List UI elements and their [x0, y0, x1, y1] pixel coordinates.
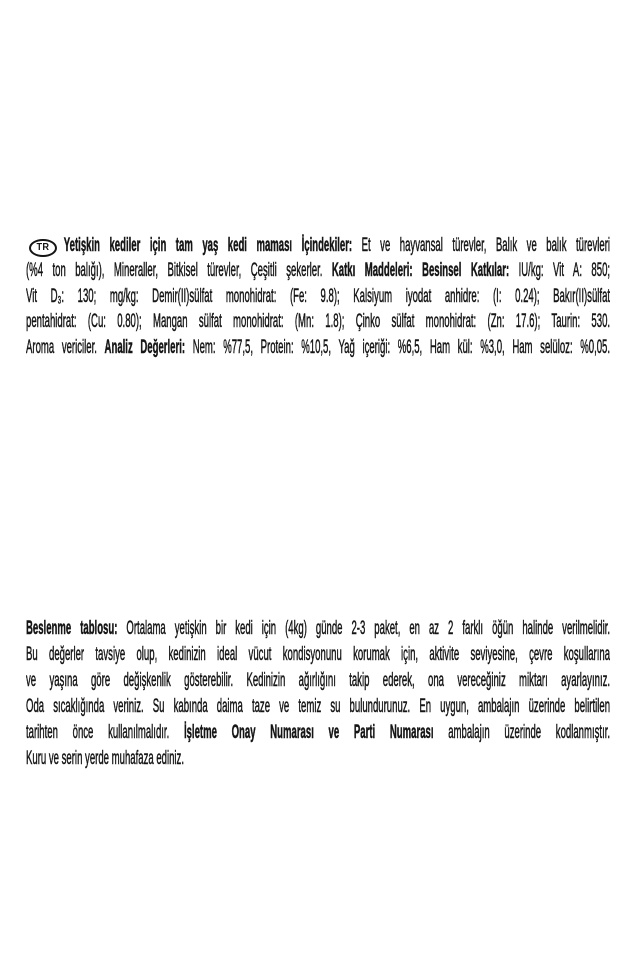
feeding-table-paragraph — [26, 615, 610, 771]
text-segment: Et ve hayvansal türevler, Balık ve balık türevleri — [352, 234, 611, 256]
text-line — [26, 667, 610, 693]
text-segment: Nem: %77,5, Protein: %10,5, Yağ içeriği: %6,5, Ham kül: %3,0, Ham selüloz: %0,05. — [185, 335, 611, 358]
text-segment: Bu değerler tavsiye olup, kedinizin ideal vücut kondisyonunu korumak için, aktivite seviyesine, çevre koşullarına — [26, 643, 611, 665]
text-segment: Kuru ve serin yerde muhafaza ediniz. — [26, 747, 184, 769]
bold-text-segment: Beslenme tablosu: — [26, 617, 118, 639]
text-line — [26, 719, 610, 745]
text-segment: ve yaşına göre değişkenlik gösterebilir. Kedinizin ağırlığını takip ederek, ona vereceğiniz miktarı ayarlayınız. — [26, 669, 611, 691]
text-line — [26, 615, 610, 641]
text-line — [26, 641, 610, 667]
text-segment: (%4 ton balığı), Mineraller, Bitkisel türevler, Çeşitli şekerler. — [26, 259, 332, 282]
ingredients-text — [26, 233, 610, 360]
feeding-text — [26, 615, 610, 771]
text-segment: IU/kg: Vit A: 850; — [509, 259, 611, 282]
bold-text-segment: Yetişkin kediler için tam yaş kedi maması İçindekiler: — [63, 234, 353, 256]
text-line — [26, 284, 610, 309]
text-line — [26, 335, 610, 360]
text-line — [26, 233, 610, 258]
text-line — [26, 309, 610, 334]
text-segment: Aroma vericiler. — [26, 335, 105, 358]
ingredients-paragraph — [26, 233, 610, 360]
bold-text-segment: İşletme Onay Numarası ve Parti Numarası — [183, 721, 434, 743]
text-segment: tarihten önce kullanılmalıdır. — [26, 721, 184, 743]
text-segment: ambalajın üzerinde kodlanmıştır. — [433, 721, 611, 743]
text-line — [26, 693, 610, 719]
tr-badge-label: TR — [36, 242, 50, 253]
bold-text-segment: Analiz Değerleri: — [104, 335, 186, 358]
text-segment: Vit D₃: 130; mg/kg: Demir(II)sülfat monohidrat: (Fe: 9.8); Kalsiyum iyodat anhidre: (I: 0.24); Bakır(II)sülfat — [26, 284, 611, 307]
bold-text-segment: Katkı Maddeleri: Besinsel Katkılar: — [331, 259, 510, 282]
text-line — [26, 258, 610, 283]
text-segment: Oda sıcaklığında veriniz. Su kabında daima taze ve temiz su bulundurunuz. En uygun, ambalajın üzerinde belirtilen — [26, 695, 611, 717]
text-segment: pentahidrat: (Cu: 0.80); Mangan sülfat monohidrat: (Mn: 1.8); Çinko sülfat monohidrat: (Zn: 17.6); Taurin: 530. — [26, 310, 611, 333]
text-line — [26, 745, 610, 771]
text-segment: Ortalama yetişkin bir kedi için (4kg) günde 2-3 paket, en az 2 farklı öğün halinde verilmelidir. — [117, 617, 611, 639]
